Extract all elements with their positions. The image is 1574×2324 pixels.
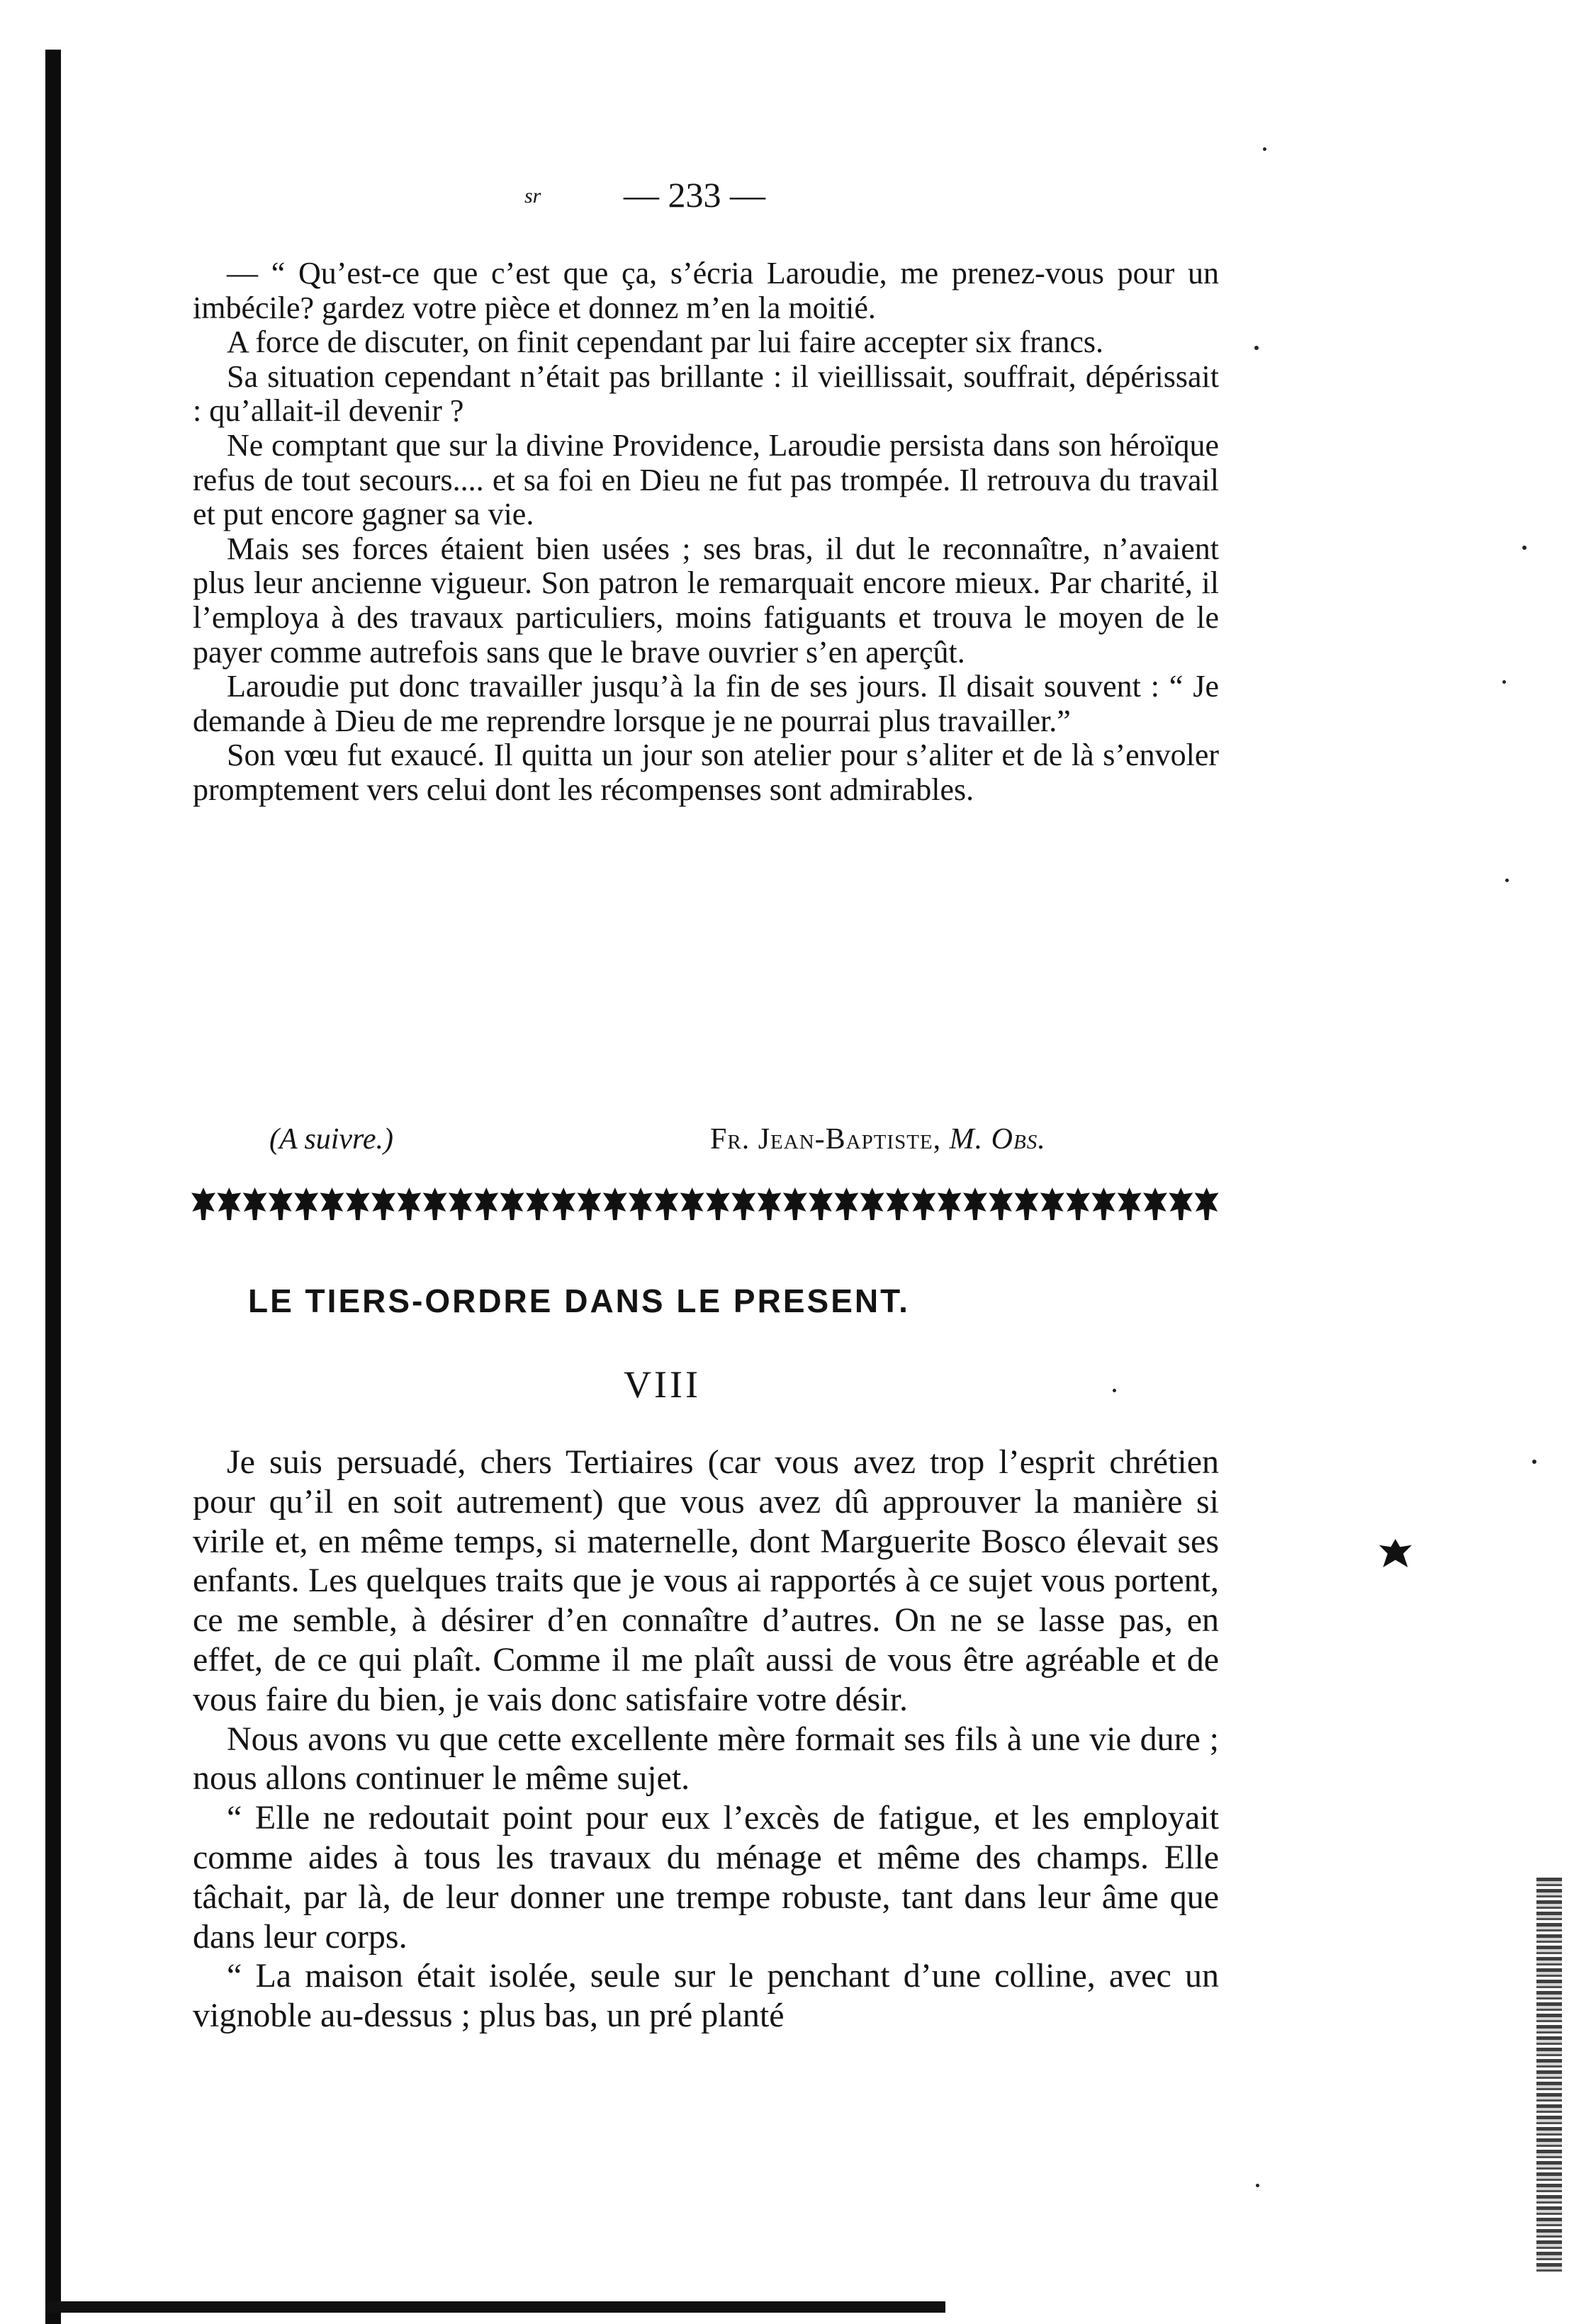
fleuron-icon xyxy=(500,1188,524,1220)
fleuron-icon xyxy=(1143,1188,1167,1220)
paragraph: Laroudie put donc travailler jusqu’à la fin de ses jours. Il disait souvent : “ Je demande à Dieu de me reprendre lorsque je ne pourrai plus travailler.” xyxy=(193,669,1219,738)
continuation-note: (A suivre.) xyxy=(269,1123,393,1156)
fleuron-icon xyxy=(938,1188,962,1220)
author-signature xyxy=(710,1118,1046,1161)
fleuron-icon xyxy=(294,1188,318,1220)
fleuron-icon xyxy=(371,1188,395,1220)
paragraph: Je suis persuadé, chers Tertiaires (car vous avez trop l’esprit chrétien pour qu’il en soit autrement) que vous avez dû approuver la manière si virile et, en même temps, si maternelle, dont Marguerite Bosco élevait ses enfants. Les quelques traits que je vous ai rapportés à ce sujet vous portent, ce me semble, à désirer d’en connaître d’autres. On ne se lasse pas, en effet, de ce qui plaît. Comme il me plaît aussi de vous être agréable et de vous faire du bien, je vais donc satisfaire votre désir. xyxy=(193,1443,1219,1718)
fleuron-icon xyxy=(860,1188,884,1220)
fleuron-icon xyxy=(629,1188,653,1220)
scan-bottom-edge xyxy=(45,2301,945,2313)
scan-speck xyxy=(1532,1460,1536,1464)
article-continuation xyxy=(193,256,1219,808)
section-title: LE TIERS-ORDRE DANS LE PRESENT. xyxy=(248,1282,910,1319)
fleuron-icon xyxy=(706,1188,730,1220)
fleuron-icon xyxy=(680,1188,704,1220)
fleuron-icon xyxy=(963,1188,987,1220)
fleuron-icon xyxy=(989,1188,1013,1220)
fleuron-icon xyxy=(320,1188,344,1220)
scan-left-edge xyxy=(45,50,61,2324)
fleuron-icon xyxy=(217,1188,241,1220)
section-number: VIII xyxy=(624,1363,701,1406)
ink-blot-mark xyxy=(1379,1539,1412,1567)
fleuron-icon xyxy=(551,1188,575,1220)
fleuron-icon xyxy=(886,1188,910,1220)
fleuron-icon xyxy=(1091,1188,1115,1220)
fleuron-icon xyxy=(758,1188,782,1220)
fleuron-icon xyxy=(654,1188,678,1220)
fleuron-icon xyxy=(783,1188,807,1220)
paragraph: “ La maison était isolée, seule sur le penchant d’une colline, avec un vignoble au-dessus ; plus bas, un pré planté xyxy=(193,1957,1219,2035)
fleuron-icon xyxy=(423,1188,447,1220)
fleuron-icon xyxy=(526,1188,550,1220)
ornament-divider xyxy=(191,1185,1219,1223)
fleuron-icon xyxy=(731,1188,755,1220)
paragraph: — “ Qu’est-ce que c’est que ça, s’écria Laroudie, me prenez-vous pour un imbécile? gardez votre pièce et donnez m’en la moitié. xyxy=(193,256,1219,325)
fleuron-icon xyxy=(1169,1188,1193,1220)
header-mark: sr xyxy=(524,184,541,208)
fleuron-icon xyxy=(1066,1188,1090,1220)
scan-right-speckle xyxy=(1536,1878,1562,2274)
fleuron-icon xyxy=(449,1188,473,1220)
page-number: — 233 — xyxy=(624,175,765,215)
scan-speck xyxy=(1256,2184,1259,2187)
fleuron-icon xyxy=(1118,1188,1142,1220)
signature-row xyxy=(269,1118,1219,1161)
paragraph: Ne comptant que sur la divine Providence, Laroudie persista dans son héroïque refus de tout secours.... et sa foi en Dieu ne fut pas trompée. Il retrouva du travail et put encore gagner sa vie. xyxy=(193,427,1219,532)
scan-speck xyxy=(1522,546,1527,550)
fleuron-icon xyxy=(603,1188,627,1220)
scan-speck xyxy=(1263,147,1266,151)
scan-speck xyxy=(1502,680,1506,684)
article-body xyxy=(193,1443,1219,2036)
scan-speck xyxy=(1113,1389,1116,1392)
fleuron-icon xyxy=(269,1188,293,1220)
fleuron-icon xyxy=(809,1188,833,1220)
fleuron-icon xyxy=(346,1188,370,1220)
scan-speck xyxy=(1254,346,1259,350)
paragraph: Mais ses forces étaient bien usées ; ses bras, il dut le reconnaître, n’avaient plus leur ancienne vigueur. Son patron le remarquait encore mieux. Par charité, il l’employa à des travaux particuliers, moins fatiguants et trouva le moyen de le payer comme autrefois sans que le brave ouvrier s’en aperçût. xyxy=(193,531,1219,670)
paragraph: Nous avons vu que cette excellente mère formait ses fils à une vie dure ; nous allons continuer le même sujet. xyxy=(193,1720,1219,1798)
fleuron-icon xyxy=(1195,1188,1219,1220)
fleuron-icon xyxy=(1015,1188,1039,1220)
page-header xyxy=(496,174,822,223)
author-title: M. Obs. xyxy=(949,1123,1046,1156)
fleuron-icon xyxy=(397,1188,421,1220)
fleuron-icon xyxy=(1040,1188,1064,1220)
scan-speck xyxy=(1505,879,1509,882)
fleuron-icon xyxy=(577,1188,601,1220)
fleuron-icon xyxy=(243,1188,267,1220)
fleuron-icon xyxy=(474,1188,498,1220)
paragraph: A force de discuter, on finit cependant par lui faire accepter six francs. xyxy=(227,325,1104,360)
fleuron-icon xyxy=(834,1188,858,1220)
fleuron-icon xyxy=(191,1188,215,1220)
fleuron-icon xyxy=(911,1188,935,1220)
paragraph: Sa situation cependant n’était pas brillante : il vieillissait, souffrait, dépérissait : qu’allait-il devenir ? xyxy=(193,359,1219,429)
paragraph: Son vœu fut exaucé. Il quitta un jour son atelier pour s’aliter et de là s’envoler promptement vers celui dont les récompenses sont admirables. xyxy=(193,738,1219,807)
author-name: Fr. Jean-Baptiste, xyxy=(710,1123,942,1156)
paragraph: “ Elle ne redoutait point pour eux l’excès de fatigue, et les employait comme aides à tous les travaux du ménage et même des champs. Elle tâchait, par là, de leur donner une trempe robuste, tant dans leur âme que dans leur corps. xyxy=(193,1799,1219,1956)
